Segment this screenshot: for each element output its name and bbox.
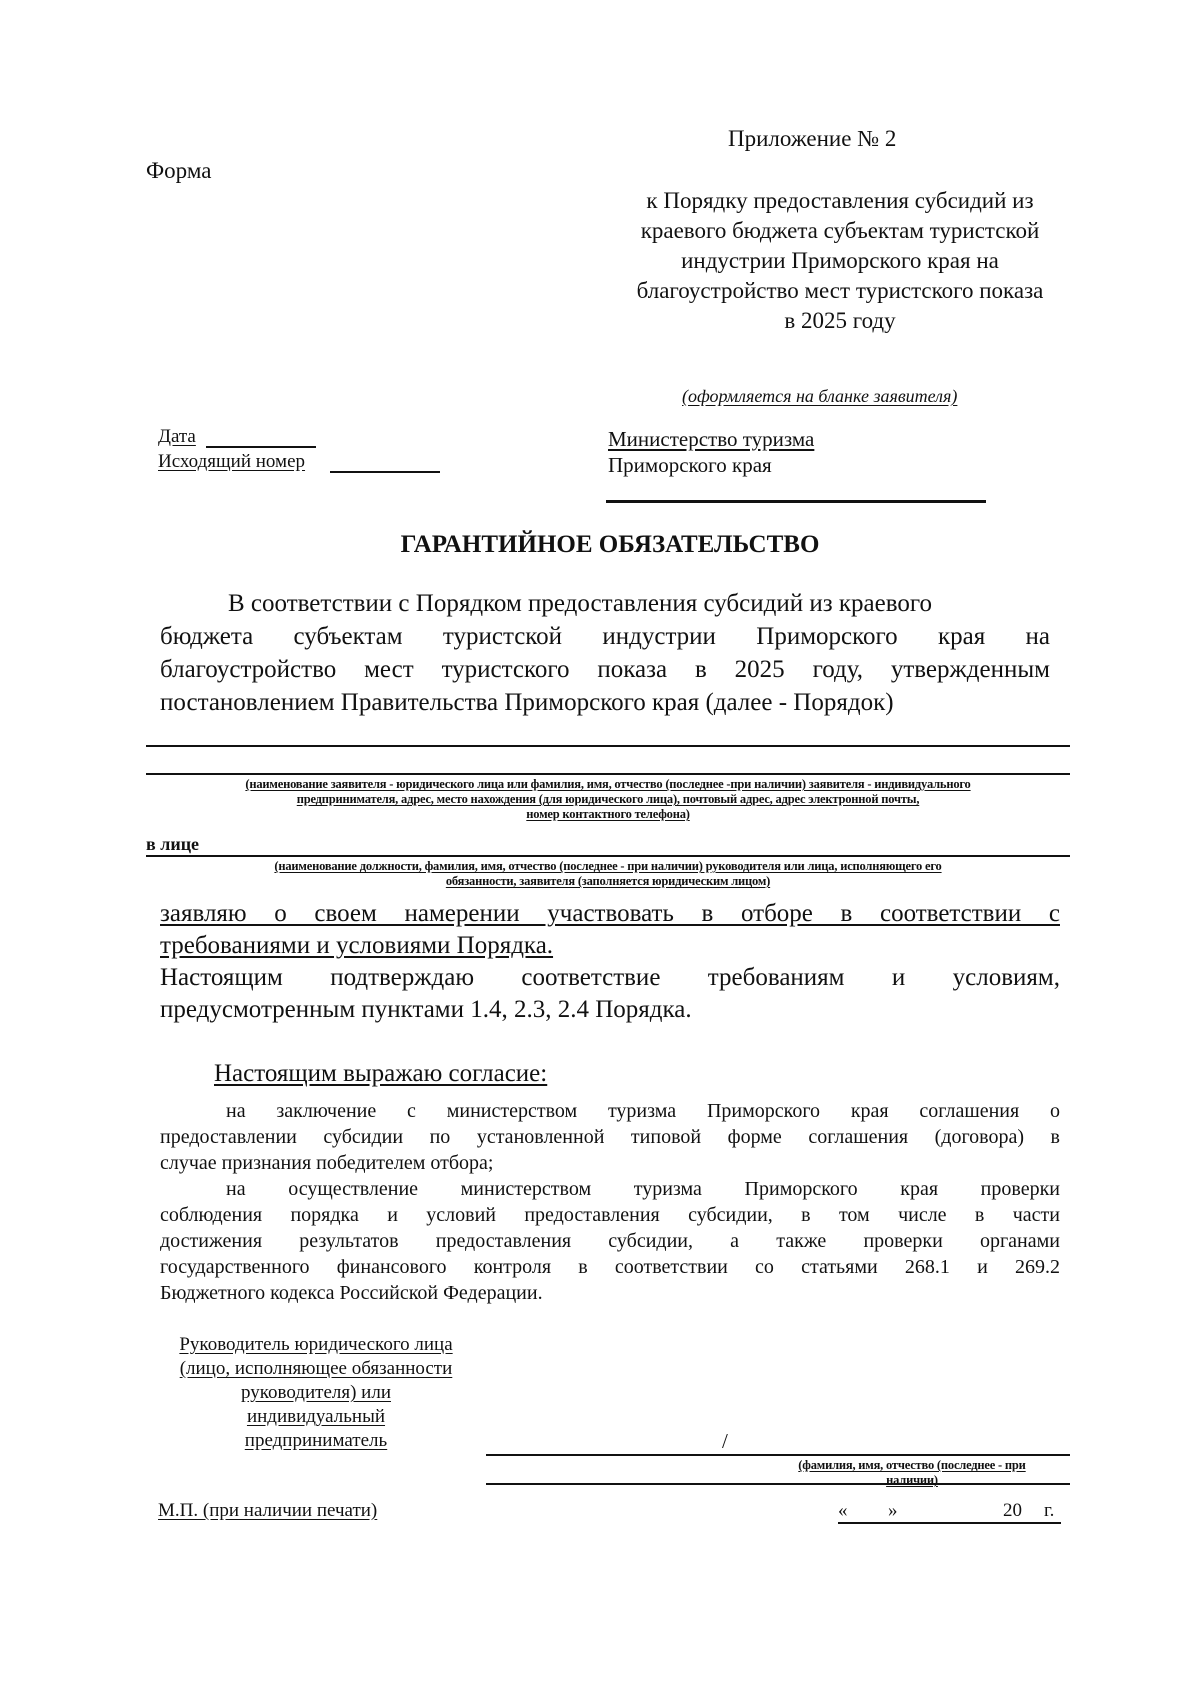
ref-line: в 2025 году [784,308,896,333]
declaration-paragraph [160,898,1060,962]
consent-line: соблюдения порядка и условий предоставления субсидии, в том числе в части [160,1204,1060,1226]
addressee-line-2: Приморского края [608,453,772,477]
intro-line: В соответствии с Порядком предоставления субсидий из краевого [228,590,932,617]
signatory-role [146,1333,486,1453]
consent-line: на заключение с министерством туризма Приморского края соглашения о [226,1100,1060,1122]
intro-line: бюджета субъектам туристской индустрии Приморского края на [160,623,1050,650]
signatory-name-caption [762,1458,1062,1488]
appendix-number: Приложение № 2 [728,126,897,151]
letterhead-note: (оформляется на бланке заявителя) [682,386,958,406]
date-blank-line [206,446,316,448]
confirmation-line: Настоящим подтверждаю соответствие требованиям и условиям, [160,964,1060,991]
represented-by-label: в лице [146,834,200,854]
applicant-blank-line [146,745,1070,747]
representative-blank-line [146,855,1070,857]
appendix-reference [580,186,1100,336]
applicant-caption [146,777,1070,822]
role-line: руководителя) или [241,1382,391,1403]
caption-line: (наименование заявителя - юридического лица или фамилия, имя, отчество (последнее -при наличии) заявителя - индивидуального [245,777,971,791]
date-open-quote: « [838,1500,848,1521]
intro-line: постановлением Правительства Приморского края (далее - Порядок) [160,689,894,716]
caption-line: наличии) [886,1473,938,1487]
caption-line: предпринимателя, адрес, место нахождения (для юридического лица), почтовый адрес, адрес электронной почты, [296,792,920,806]
caption-line: (наименование должности, фамилия, имя, отчество (последнее - при наличии) руководителя или лица, исполняющего его [274,859,942,873]
role-line: предприниматель [244,1430,388,1451]
consent-line: предоставлении субсидии по установленной типовой форме соглашения (договора) в [160,1126,1060,1148]
declaration-line: требованиями и условиями Порядка. [160,932,554,959]
consent-item [160,1176,1060,1306]
role-line: (лицо, исполняющее обязанности [179,1358,453,1379]
consent-item [160,1098,1060,1176]
ref-line: краевого бюджета субъектам туристской [640,218,1040,243]
consent-line: Бюджетного кодекса Российской Федерации. [160,1282,543,1304]
consent-line: государственного финансового контроля в соответствии со статьями 268.1 и 269.2 [160,1256,1060,1278]
representative-caption [146,859,1070,889]
form-label: Форма [146,158,212,183]
date-year-suffix: г. [1044,1500,1055,1521]
consent-line: случае признания победителем отбора; [160,1152,494,1174]
intro-line: благоустройство мест туристского показа в 2025 году, утвержденным [160,656,1050,683]
consent-list [160,1098,1060,1306]
confirmation-paragraph [160,962,1060,1026]
role-line: индивидуальный [246,1406,386,1427]
role-line: Руководитель юридического лица [179,1334,453,1355]
consent-heading: Настоящим выражаю согласие: [214,1060,548,1087]
addressee-blank-line [606,500,986,503]
stamp-label: М.П. (при наличии печати) [158,1500,378,1521]
signature-slash: / [722,1429,728,1453]
confirmation-line: предусмотренным пунктами 1.4, 2.3, 2.4 Порядка. [160,996,692,1023]
declaration-line: заявляю о своем намерении участвовать в отборе в соответствии с [160,900,1060,927]
date-blank-line [838,1522,1061,1524]
outgoing-number-blank-line [330,471,440,473]
ref-line: благоустройство мест туристского показа [636,278,1044,303]
document-title: ГАРАНТИЙНОЕ ОБЯЗАТЕЛЬСТВО [400,531,820,558]
caption-line: обязанности, заявителя (заполняется юридическим лицом) [445,874,771,888]
ref-line: к Порядку предоставления субсидий из [646,188,1034,213]
date-close-quote: » [888,1500,898,1521]
applicant-blank-line [146,773,1070,775]
date-year-prefix: 20 [1003,1500,1022,1521]
outgoing-number-label: Исходящий номер [158,451,306,472]
addressee-line-1: Министерство туризма [608,427,815,451]
caption-line: номер контактного телефона) [526,807,690,821]
intro-paragraph [160,587,1050,719]
date-label: Дата [158,426,196,447]
consent-line: на осуществление министерством туризма Приморского края проверки [226,1178,1060,1200]
consent-line: достижения результатов предоставления субсидии, а также проверки органами [160,1230,1060,1252]
signature-line [486,1454,1070,1456]
caption-line: (фамилия, имя, отчество (последнее - при [798,1458,1026,1472]
ref-line: индустрии Приморского края на [681,248,999,273]
